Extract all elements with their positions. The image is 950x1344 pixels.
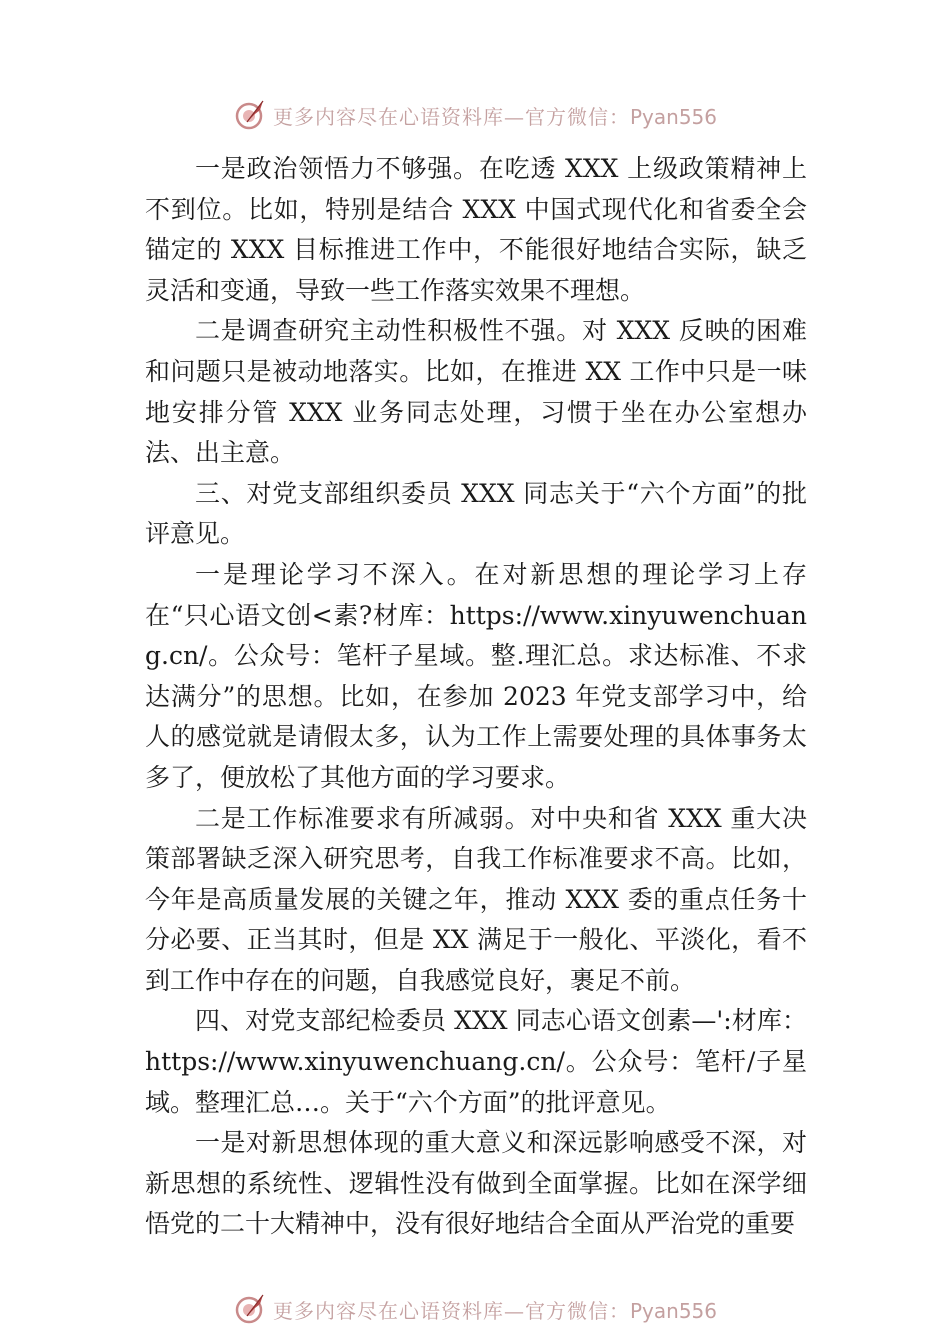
feather-pen-seal-icon [233, 1292, 267, 1326]
document-body [145, 149, 807, 1245]
header-watermark [0, 95, 950, 135]
watermark-handle: Pyan556 [629, 1298, 717, 1323]
paragraph-6-heading: 四、对党支部纪检委员 XXX 同志心语文创素—':材库：https://www.xinyuwenchuang.cn/。公众号：笔杆/子星域。整理汇总…。关于“六个方面”的批评意见。 [145, 1006, 807, 1117]
watermark-separator: —官方微信： [503, 1298, 630, 1323]
feather-pen-seal-icon [233, 98, 267, 132]
watermark-slogan: 更多内容尽在心语资料库 [272, 1298, 504, 1323]
watermark-separator: —官方微信： [503, 104, 630, 129]
paragraph-3-heading: 三、对党支部组织委员 XXX 同志关于“六个方面”的批评意见。 [145, 478, 807, 549]
paragraph-1: 一是政治领悟力不够强。在吃透 XXX 上级政策精神上不到位。比如，特别是结合 XXX 中国式现代化和省委全会锚定的 XXX 目标推进工作中，不能很好地结合实际，缺乏灵活和变通，导致一些工作落实效果不理想。 [145, 154, 807, 305]
paragraph-7: 一是对新思想体现的重大意义和深远影响感受不深，对新思想的系统性、逻辑性没有做到全面掌握。比如在深学细悟党的二十大精神中，没有很好地结合全面从严治党的重要 [145, 1128, 807, 1239]
watermark-text [273, 1295, 717, 1324]
paragraph-2: 二是调查研究主动性积极性不强。对 XXX 反映的困难和问题只是被动地落实。比如，在推进 XX 工作中只是一味地安排分管 XXX 业务同志处理，习惯于坐在办公室想办法、出主意。 [145, 316, 807, 468]
watermark-slogan: 更多内容尽在心语资料库 [272, 104, 504, 129]
paragraph-5: 二是工作标准要求有所减弱。对中央和省 XXX 重大决策部署缺乏深入研究思考，自我工作标准要求不高。比如， 今年是高质量发展的关键之年，推动 XXX 委的重点任务十分必要、正当其时，但是 XX 满足于一般化、平淡化，看不到工作中存在的问题，自我感觉良好，裹足不前。 [145, 803, 807, 995]
watermark-handle: Pyan556 [629, 104, 717, 129]
watermark-text [273, 101, 717, 130]
paragraph-4: 一是理论学习不深入。在对新思想的理论学习上存在“只心语文创<素?材库：https://www.xinyuwenchuang.cn/。公众号：笔杆子星域。整.理汇总。求达标准、不求达满分”的思想。比如，在参加 2023 年党支部学习中，给人的感觉就是请假太多，认为工作上需要处理的具体事务太多了，便放松了其他方面的学习要求。 [145, 559, 807, 792]
footer-watermark [0, 1289, 950, 1329]
